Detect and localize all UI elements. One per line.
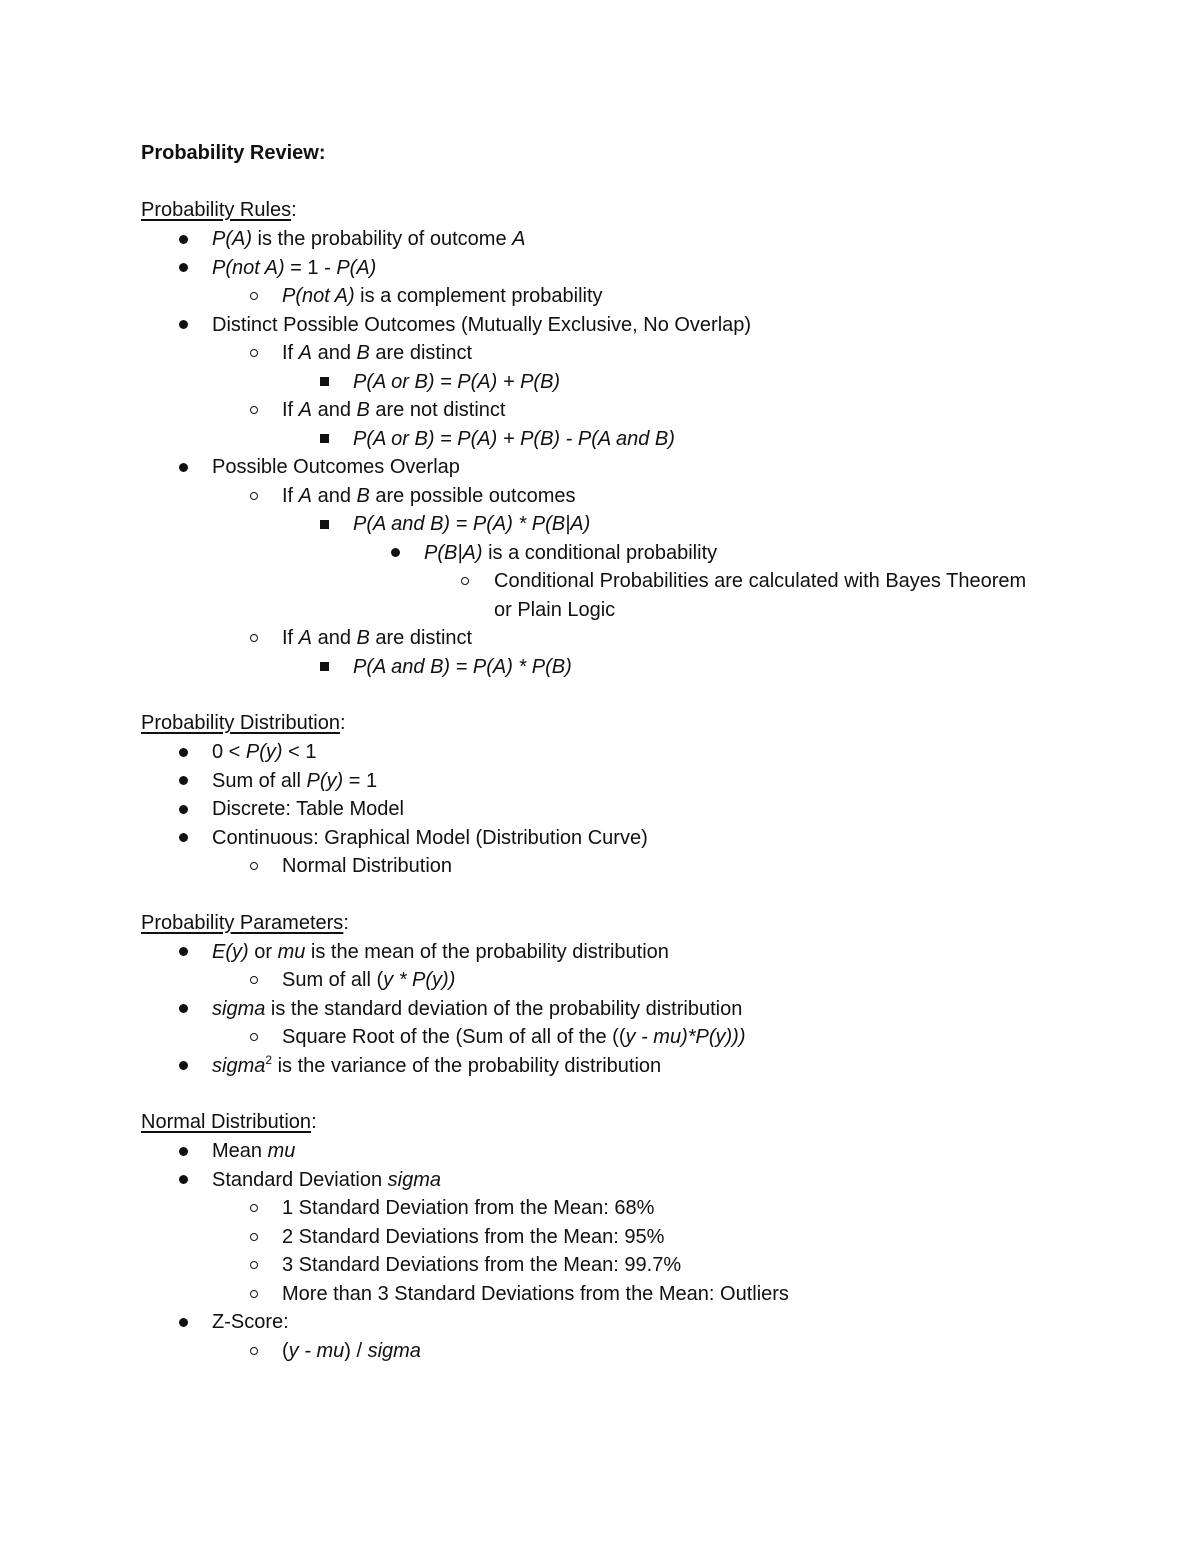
bullet-disc-icon	[176, 225, 190, 254]
list-item: Square Root of the (Sum of all of the ((y - mu)*P(y)))	[141, 1023, 1141, 1052]
list-item: Conditional Probabilities are calculated with Bayes Theorem or Plain Logic	[141, 567, 1034, 624]
list-item: P(A and B) = P(A) * P(B|A)	[141, 510, 1141, 539]
list-item: Distinct Possible Outcomes (Mutually Exclusive, No Overlap)	[141, 311, 1141, 340]
list-item: If A and B are distinct	[141, 339, 1141, 368]
bullet-circle-icon	[458, 567, 472, 596]
list-item: Possible Outcomes Overlap	[141, 453, 1141, 482]
bullet-disc-icon	[176, 1052, 190, 1081]
list-item: If A and B are not distinct	[141, 396, 1141, 425]
bullet-disc-icon	[176, 311, 190, 340]
list-item: E(y) or mu is the mean of the probability distribution	[141, 938, 1141, 967]
section-heading-normal-distribution: Normal Distribution:	[141, 1111, 317, 1133]
list-item: P(not A) is a complement probability	[141, 282, 1141, 311]
section-heading-probability-rules: Probability Rules:	[141, 199, 297, 221]
list-item: Sum of all (y * P(y))	[141, 966, 1141, 995]
list-item: 3 Standard Deviations from the Mean: 99.7%	[141, 1251, 1141, 1280]
list-item: More than 3 Standard Deviations from the Mean: Outliers	[141, 1280, 1141, 1309]
bullet-disc-icon	[176, 938, 190, 967]
bullet-disc-icon	[176, 254, 190, 283]
bullet-square-icon	[317, 368, 331, 397]
list-item: P(A and B) = P(A) * P(B)	[141, 653, 1141, 682]
bullet-circle-icon	[247, 966, 261, 995]
list-item: 0 < P(y) < 1	[141, 738, 1141, 767]
bullet-square-icon	[317, 425, 331, 454]
list-item: P(A) is the probability of outcome A	[141, 225, 1141, 254]
bullet-circle-icon	[247, 1223, 261, 1252]
document-page	[141, 139, 1141, 1365]
list-item: If A and B are possible outcomes	[141, 482, 1141, 511]
bullet-circle-icon	[247, 1251, 261, 1280]
list-item: Discrete: Table Model	[141, 795, 1141, 824]
bullet-disc-icon	[176, 738, 190, 767]
bullet-circle-icon	[247, 1023, 261, 1052]
bullet-circle-icon	[247, 339, 261, 368]
bullet-square-icon	[317, 653, 331, 682]
bullet-disc-icon	[176, 995, 190, 1024]
bullet-circle-icon	[247, 624, 261, 653]
list-item: P(not A) = 1 - P(A)	[141, 254, 1141, 283]
list-item: Continuous: Graphical Model (Distribution Curve)	[141, 824, 1141, 853]
bullet-circle-icon	[247, 396, 261, 425]
bullet-disc-icon	[176, 767, 190, 796]
bullet-disc-icon	[388, 539, 402, 568]
bullet-disc-icon	[176, 453, 190, 482]
list-item: Sum of all P(y) = 1	[141, 767, 1141, 796]
list-item: sigma$^2$ is the variance of the probability distribution	[141, 1052, 1141, 1081]
bullet-circle-icon	[247, 1194, 261, 1223]
document-title: Probability Review:	[141, 142, 326, 164]
bullet-circle-icon	[247, 852, 261, 881]
list-item: Z-Score:	[141, 1308, 1141, 1337]
list-item: Standard Deviation sigma	[141, 1166, 1141, 1195]
bullet-circle-icon	[247, 1280, 261, 1309]
bullet-circle-icon	[247, 482, 261, 511]
list-item: P(B|A) is a conditional probability	[141, 539, 1141, 568]
list-item: 1 Standard Deviation from the Mean: 68%	[141, 1194, 1141, 1223]
list-item: Normal Distribution	[141, 852, 1141, 881]
list-item: (y - mu) / sigma	[141, 1337, 1141, 1366]
list-item: If A and B are distinct	[141, 624, 1141, 653]
section-heading-probability-distribution: Probability Distribution:	[141, 712, 346, 734]
section-heading-probability-parameters: Probability Parameters:	[141, 911, 349, 934]
bullet-disc-icon	[176, 1308, 190, 1337]
list-item: Mean mu	[141, 1137, 1141, 1166]
list-item: P(A or B) = P(A) + P(B) - P(A and B)	[141, 425, 1141, 454]
bullet-circle-icon	[247, 1337, 261, 1366]
bullet-disc-icon	[176, 824, 190, 853]
list-item: P(A or B) = P(A) + P(B)	[141, 368, 1141, 397]
bullet-disc-icon	[176, 795, 190, 824]
bullet-circle-icon	[247, 282, 261, 311]
list-item: 2 Standard Deviations from the Mean: 95%	[141, 1223, 1141, 1252]
list-item: sigma is the standard deviation of the probability distribution	[141, 995, 1141, 1024]
bullet-disc-icon	[176, 1137, 190, 1166]
bullet-disc-icon	[176, 1166, 190, 1195]
bullet-square-icon	[317, 510, 331, 539]
